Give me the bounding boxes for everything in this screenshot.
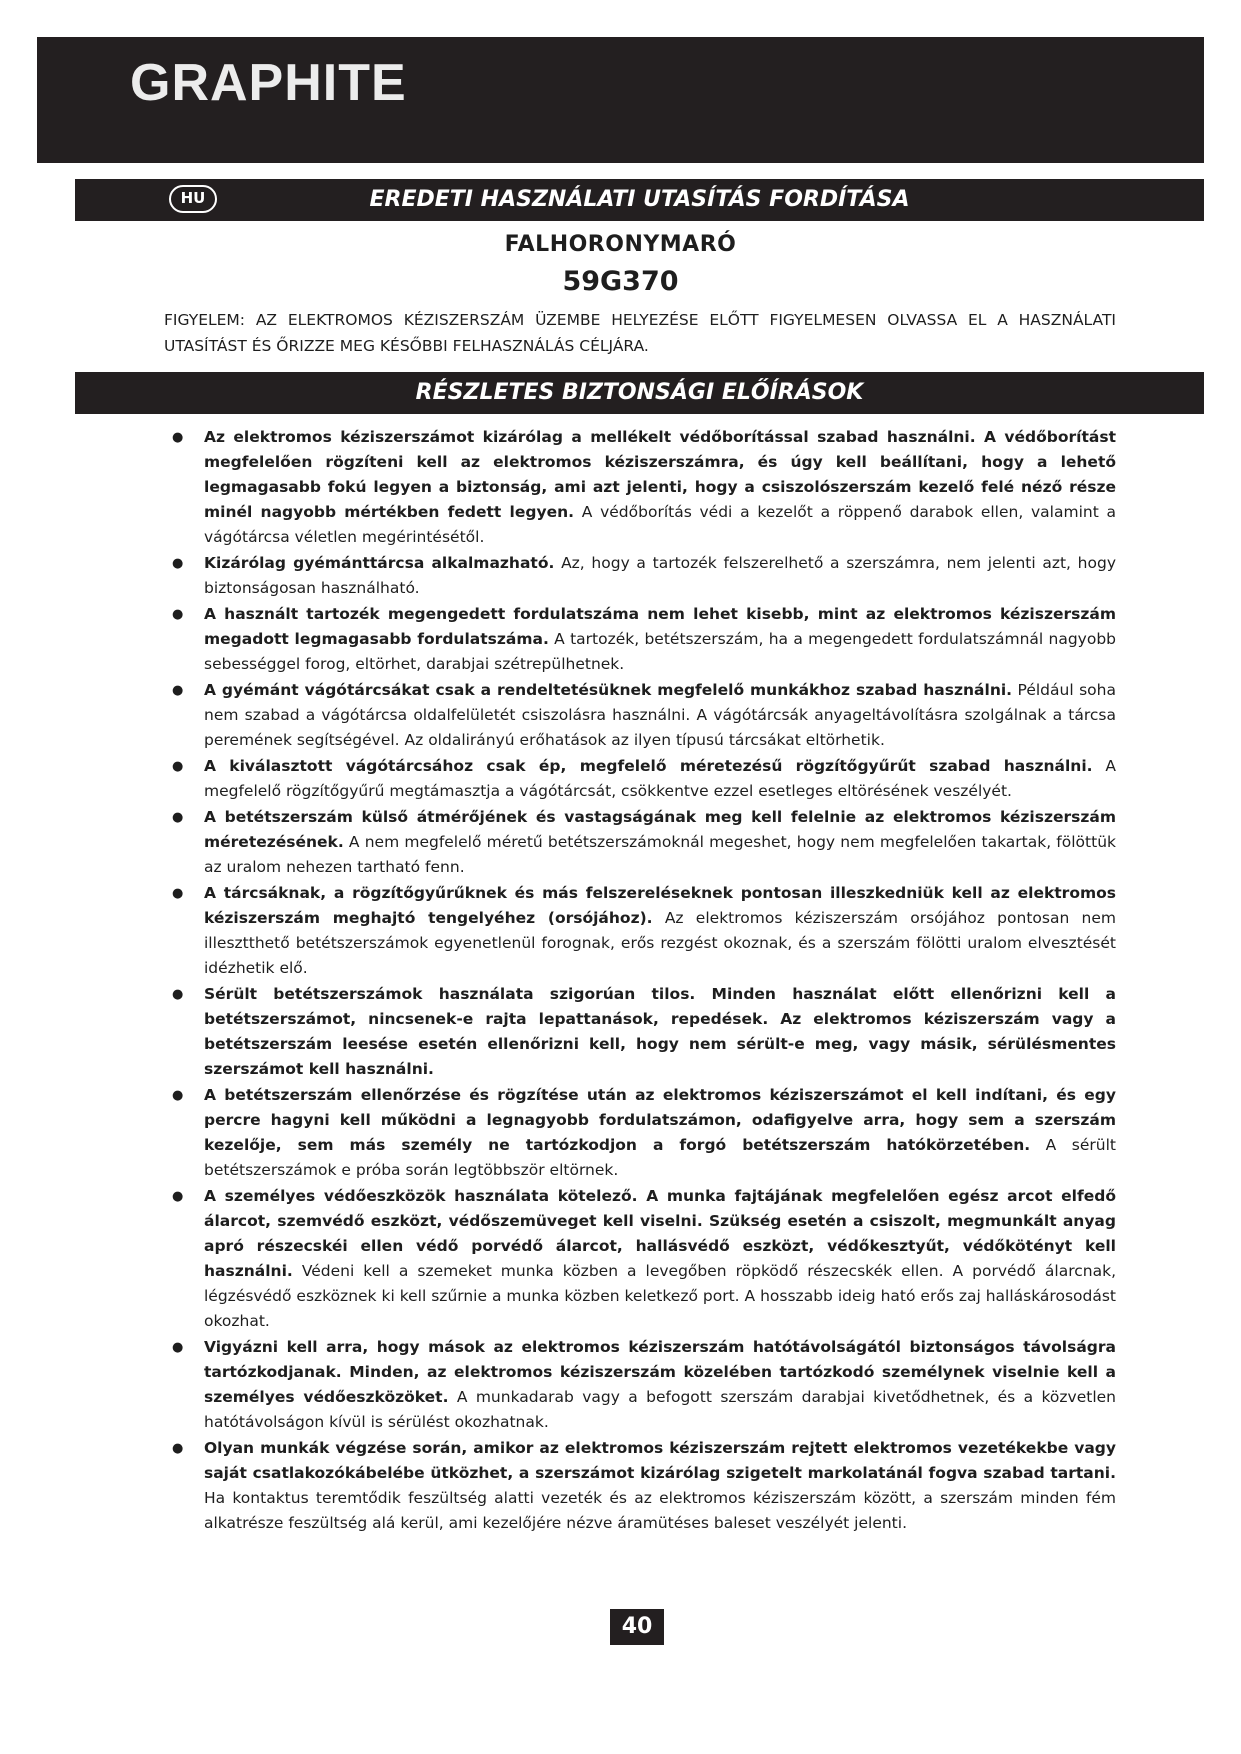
list-item: [140, 1436, 1116, 1536]
rule-bold-text: Az elektromos kéziszerszámot kizárólag a mellékelt védőborítással szabad használni. A védőborítást megfelelően rögzíteni kell az elektromos kéziszerszámra, és úgy kell beállítani, hogy a lehető legmagasabb fokú legyen a biztonság, ami azt jelenti, hogy a csiszolószerszám kezelő felé néző része minél nagyobb mértékben fedett legyen.: [204, 428, 1116, 521]
bullet-icon: ●: [172, 1189, 184, 1204]
bullet-icon: ●: [172, 683, 184, 698]
list-item: [140, 1335, 1116, 1435]
list-item: [140, 1184, 1116, 1334]
bullet-icon: ●: [172, 607, 184, 622]
list-item: [140, 881, 1116, 981]
section-bar: [75, 372, 1204, 414]
page-number: 40: [610, 1609, 664, 1645]
list-item: [140, 425, 1116, 550]
bullet-icon: ●: [172, 430, 184, 445]
brand-logo: GRAPHITE: [130, 54, 407, 112]
rule-text: Például soha nem szabad a vágótárcsa oldalfelületét csiszolásra használni. A vágótárcsák anyageltávolításra szolgálnak a tárcsa peremének segítségével. Az oldalirányú erőhatások az ilyen típusú tárcsákat eltörhetik.: [204, 681, 1116, 749]
bullet-icon: ●: [172, 1441, 184, 1456]
list-item: [140, 678, 1116, 753]
bullet-icon: ●: [172, 1088, 184, 1103]
bullet-icon: ●: [172, 987, 184, 1002]
bullet-icon: ●: [172, 556, 184, 571]
language-badge: HU: [169, 185, 217, 213]
rule-bold-text: A betétszerszám ellenőrzése és rögzítése után az elektromos kéziszerszámot el kell indítani, és egy percre hagyni kell működni a legnagyobb fordulatszámon, odafigyelve arra, hogy sem a szerszám kezelője, sem más személy ne tartózkodjon a forgó betétszerszám hatókörzetében.: [204, 1086, 1116, 1154]
section-title: RÉSZLETES BIZTONSÁGI ELŐÍRÁSOK: [415, 380, 864, 405]
list-item: [140, 551, 1116, 601]
rule-bold-text: Olyan munkák végzése során, amikor az elektromos kéziszerszám rejtett elektromos vezetékekbe vagy saját csatlakozókábelébe ütközhet, a szerszámot kizárólag szigetelt markolatánál fogva szabad tartani.: [204, 1439, 1116, 1482]
rule-bold-text: Vigyázni kell arra, hogy mások az elektromos kéziszerszám hatótávolságától biztonságos távolságra tartózkodjanak. Minden, az elektromos kéziszerszám közelében tartózkodó személynek viselnie kell a személyes védőeszközöket.: [204, 1338, 1116, 1406]
rule-text: A sérült betétszerszámok e próba során legtöbbször eltörnek.: [204, 1136, 1116, 1179]
rule-bold-text: A személyes védőeszközök használata kötelező. A munka fajtájának megfelelően egész arcot elfedő álarcot, szemvédő eszközt, védőszemüveget kell viselni. Szükség esetén a csiszolt, megmunkált anyag apró részecskéi ellen védő porvédő álarcot, hallásvédő eszközt, védőkesztyűt, védőkötényt kell használni.: [204, 1187, 1116, 1280]
list-item: [140, 754, 1116, 804]
warning-text: FIGYELEM: AZ ELEKTROMOS KÉZISZERSZÁM ÜZEMBE HELYEZÉSE ELŐTT FIGYELMESEN OLVASSA EL A HASZNÁLATI UTASÍTÁST ÉS ŐRIZZE MEG KÉSŐBBI FELHASZNÁLÁS CÉLJÁRA.: [164, 311, 1116, 355]
rule-bold-text: A betétszerszám külső átmérőjének és vastagságának meg kell felelnie az elektromos kéziszerszám méretezésének.: [204, 808, 1116, 851]
rule-text: Az, hogy a tartozék felszerelhető a szerszámra, nem jelenti azt, hogy biztonságosan használható.: [204, 554, 1116, 597]
rule-bold-text: A gyémánt vágótárcsákat csak a rendeltetésüknek megfelelő munkákhoz szabad használni.: [204, 681, 1013, 699]
document-title: EREDETI HASZNÁLATI UTASÍTÁS FORDÍTÁSA: [369, 187, 910, 212]
rule-text: A munkadarab vagy a befogott szerszám darabjai kivetődhetnek, és a közvetlen hatótávolságon kívül is sérülést okozhatnak.: [204, 1388, 1116, 1431]
safety-rules-list: [140, 425, 1116, 1537]
bullet-icon: ●: [172, 1340, 184, 1355]
bullet-icon: ●: [172, 886, 184, 901]
rule-bold-text: Kizárólag gyémánttárcsa alkalmazható.: [204, 554, 555, 572]
rule-text: A megfelelő rögzítőgyűrű megtámasztja a vágótárcsát, csökkentve ezzel esetleges eltörésének veszélyét.: [204, 757, 1116, 800]
rule-text: A nem megfelelő méretű betétszerszámoknál megeshet, hogy nem megfelelően takartak, fölöttük az uralom nehezen tartható fenn.: [204, 833, 1116, 876]
list-item: [140, 805, 1116, 880]
rule-text: Az elektromos kéziszerszám orsójához pontosan nem illesztthető betétszerszámok egyenetlenül forognak, erős rezgést okoznak, és a szerszám fölötti uralom elvesztését idézhetik elő.: [204, 909, 1116, 977]
rule-text: A tartozék, betétszerszám, ha a megengedett fordulatszámnál nagyobb sebességgel forog, eltörhet, darabjai szétrepülhetnek.: [204, 630, 1116, 673]
rule-text: Ha kontaktus teremtődik feszültség alatti vezeték és az elektromos kéziszerszám között, a szerszám minden fém alkatrésze feszültség alá kerül, ami kezelőjére nézve áramütéses baleset veszélyét jelenti.: [204, 1489, 1116, 1532]
rule-bold-text: A tárcsáknak, a rögzítőgyűrűknek és más felszereléseknek pontosan illeszkedniük kell az elektromos kéziszerszám meghajtó tengelyéhez (orsójához).: [204, 884, 1116, 927]
rule-text: A védőborítás védi a kezelőt a röppenő darabok ellen, valamint a vágótárcsa véletlen megérintésétől.: [204, 503, 1117, 546]
rule-text: Védeni kell a szemeket munka közben a levegőben röpködő részecskék ellen. A porvédő álarcnak, légzésvédő eszköznek ki kell szűrnie a munka közben keletkező port. A hosszabb ideig ható erős zaj halláskárosodást okozhat.: [204, 1262, 1116, 1330]
product-name: FALHORONYMARÓ: [504, 232, 737, 257]
bullet-icon: ●: [172, 759, 184, 774]
model-number: 59G370: [562, 266, 679, 297]
rule-bold-text: Sérült betétszerszámok használata szigorúan tilos. Minden használat előtt ellenőrizni kell a betétszerszámot, nincsenek-e rajta lepattanások, repedések. Az elektromos kéziszerszám vagy a betétszerszám leesése esetén ellenőrizni kell, hogy nem sérült-e meg, vagy másik, sérülésmentes szerszámot kell használni.: [204, 985, 1116, 1078]
rule-bold-text: A használt tartozék megengedett fordulatszáma nem lehet kisebb, mint az elektromos kéziszerszám megadott legmagasabb fordulatszáma.: [204, 605, 1116, 648]
list-item: [140, 602, 1116, 677]
title-bar: [75, 179, 1204, 221]
list-item: [140, 1083, 1116, 1183]
list-item: [140, 982, 1116, 1082]
rule-bold-text: A kiválasztott vágótárcsához csak ép, megfelelő méretezésű rögzítőgyűrűt szabad használni.: [204, 757, 1093, 775]
bullet-icon: ●: [172, 810, 184, 825]
